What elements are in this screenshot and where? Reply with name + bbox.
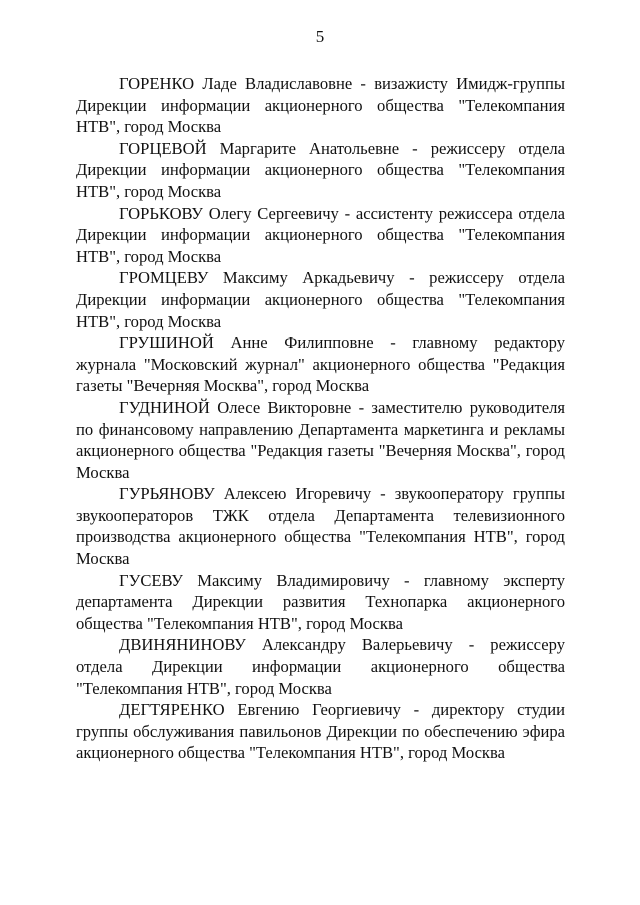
- award-entry: ГРОМЦЕВУ Максиму Аркадьевичу - режиссеру отдела Дирекции информации акционерного общества "Телекомпания НТВ", город Москва: [76, 268, 565, 331]
- award-list: [76, 73, 565, 764]
- award-entry: ГОРЬКОВУ Олегу Сергеевичу - ассистенту режиссера отдела Дирекции информации акционерного общества "Телекомпания НТВ", город Москва: [76, 203, 565, 266]
- award-entry: ГУДНИНОЙ Олесе Викторовне - заместителю руководителя по финансовому направлению Департамента маркетинга и рекламы акционерного общества "Редакция газеты "Вечерняя Москва", город Москва: [76, 397, 565, 482]
- page-number: 5: [315, 27, 325, 46]
- award-entry: ГУРЬЯНОВУ Алексею Игоревичу - звукооператору группы звукооператоров ТЖК отдела Департамента телевизионного производства акционерного общества "Телекомпания НТВ", город Москва: [76, 484, 565, 569]
- award-entry: ДВИНЯНИНОВУ Александру Валерьевичу - режиссеру отдела Дирекции информации акционерного общества "Телекомпания НТВ", город Москва: [76, 635, 565, 698]
- award-entry: ДЕГТЯРЕНКО Евгению Георгиевичу - директору студии группы обслуживания павильонов Дирекции по обеспечению эфира акционерного общества "Телекомпания НТВ", город Москва: [76, 700, 565, 763]
- award-entry: ГУСЕВУ Максиму Владимировичу - главному эксперту департамента Дирекции развития Технопарка акционерного общества "Телекомпания НТВ", город Москва: [76, 570, 565, 633]
- award-entry: ГОРЕНКО Ладе Владиславовне - визажисту Имидж-группы Дирекции информации акционерного общества "Телекомпания НТВ", город Москва: [76, 74, 565, 137]
- award-entry: ГОРЦЕВОЙ Маргарите Анатольевне - режиссеру отдела Дирекции информации акционерного общества "Телекомпания НТВ", город Москва: [76, 138, 565, 201]
- award-entry: ГРУШИНОЙ Анне Филипповне - главному редактору журнала "Московский журнал" акционерного общества "Редакция газеты "Вечерняя Москва", город Москва: [76, 333, 565, 396]
